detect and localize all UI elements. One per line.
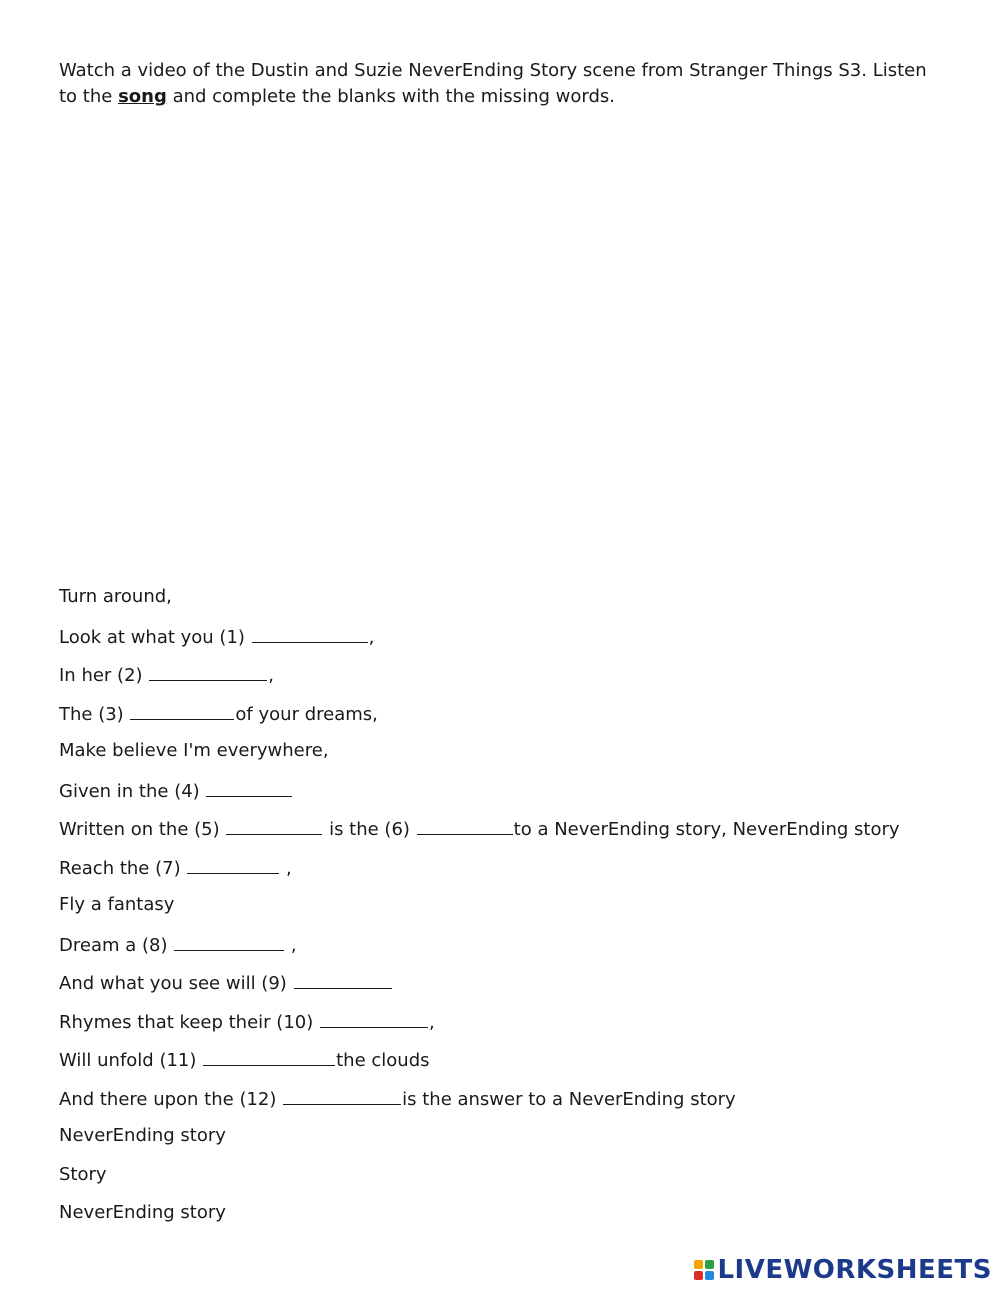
lyric-text: NeverEnding story (59, 1125, 226, 1146)
instructions-text-start: Watch a video of the Dustin and Suzie NeverEnding Story scene from Stranger Things S3. Listen to the (59, 60, 927, 107)
lyric-text: of your dreams, (235, 703, 378, 725)
lyric-line-8 (59, 855, 900, 894)
lyric-line-4 (59, 701, 900, 740)
lyric-line-7 (59, 816, 900, 855)
lyric-text: Make believe I'm everywhere, (59, 740, 329, 761)
lyric-text: And there upon the (12) (59, 1088, 283, 1110)
blank-6[interactable] (417, 816, 513, 835)
lyric-line-12 (59, 1009, 900, 1048)
blank-11[interactable] (203, 1047, 335, 1066)
liveworksheets-logo[interactable] (694, 1255, 992, 1285)
lyric-text: , (368, 626, 375, 648)
lyric-text: , (285, 934, 297, 956)
lyric-text: Will unfold (11) (59, 1050, 203, 1071)
blank-7[interactable] (187, 855, 279, 874)
logo-square-icon (694, 1260, 703, 1269)
blank-8[interactable] (174, 932, 284, 951)
lyric-line-10 (59, 932, 900, 971)
blank-4[interactable] (206, 778, 292, 797)
lyric-line-17 (59, 1201, 900, 1240)
lyric-text: to a NeverEnding story, NeverEnding story (513, 819, 900, 840)
lyric-text: the clouds (336, 1050, 430, 1071)
lyric-text: Story (59, 1163, 107, 1185)
lyric-line-16 (59, 1163, 900, 1202)
lyric-text: Reach the (7) (59, 857, 187, 879)
lyric-text: Rhymes that keep their (10) (59, 1011, 319, 1033)
lyric-line-5 (59, 739, 900, 778)
lyric-text: , (428, 1011, 435, 1033)
blank-10[interactable] (320, 1009, 428, 1028)
blank-5[interactable] (226, 816, 322, 835)
lyric-line-11 (59, 970, 900, 1009)
logo-text: LIVEWORKSHEETS (717, 1255, 992, 1285)
lyric-text: Written on the (5) (59, 819, 226, 840)
lyric-line-2 (59, 624, 900, 663)
lyric-text: NeverEnding story (59, 1202, 226, 1223)
logo-square-icon (705, 1260, 714, 1269)
lyric-line-6 (59, 778, 900, 817)
lyric-text: Turn around, (59, 586, 172, 607)
blank-2[interactable] (149, 662, 267, 681)
lyric-text: Fly a fantasy (59, 894, 175, 915)
song-link[interactable]: song (118, 86, 167, 107)
lyric-text: Dream a (8) (59, 934, 174, 956)
lyric-line-9 (59, 893, 900, 932)
lyric-text: The (3) (59, 703, 130, 725)
blank-12[interactable] (283, 1086, 401, 1105)
lyric-text: , (280, 857, 292, 879)
lyrics-list (59, 585, 900, 1240)
blank-9[interactable] (294, 970, 392, 989)
lyric-line-14 (59, 1086, 900, 1125)
instructions (59, 58, 939, 110)
blank-3[interactable] (130, 701, 234, 720)
lyric-text: is the answer to a NeverEnding story (402, 1088, 736, 1110)
lyric-text: is the (6) (323, 819, 416, 840)
lyric-line-3 (59, 662, 900, 701)
lyric-line-1 (59, 585, 900, 624)
lyric-text: In her (2) (59, 665, 149, 686)
lyric-text: Given in the (4) (59, 780, 206, 802)
blank-1[interactable] (252, 624, 368, 643)
lyric-text: And what you see will (9) (59, 973, 293, 994)
lyric-line-15 (59, 1124, 900, 1163)
instructions-text-end: and complete the blanks with the missing words. (166, 86, 615, 107)
lyric-line-13 (59, 1047, 900, 1086)
logo-square-icon (694, 1271, 703, 1280)
logo-square-icon (705, 1271, 714, 1280)
lyric-text: , (268, 665, 274, 686)
logo-mark-icon (694, 1260, 714, 1280)
lyric-text: Look at what you (1) (59, 626, 251, 648)
